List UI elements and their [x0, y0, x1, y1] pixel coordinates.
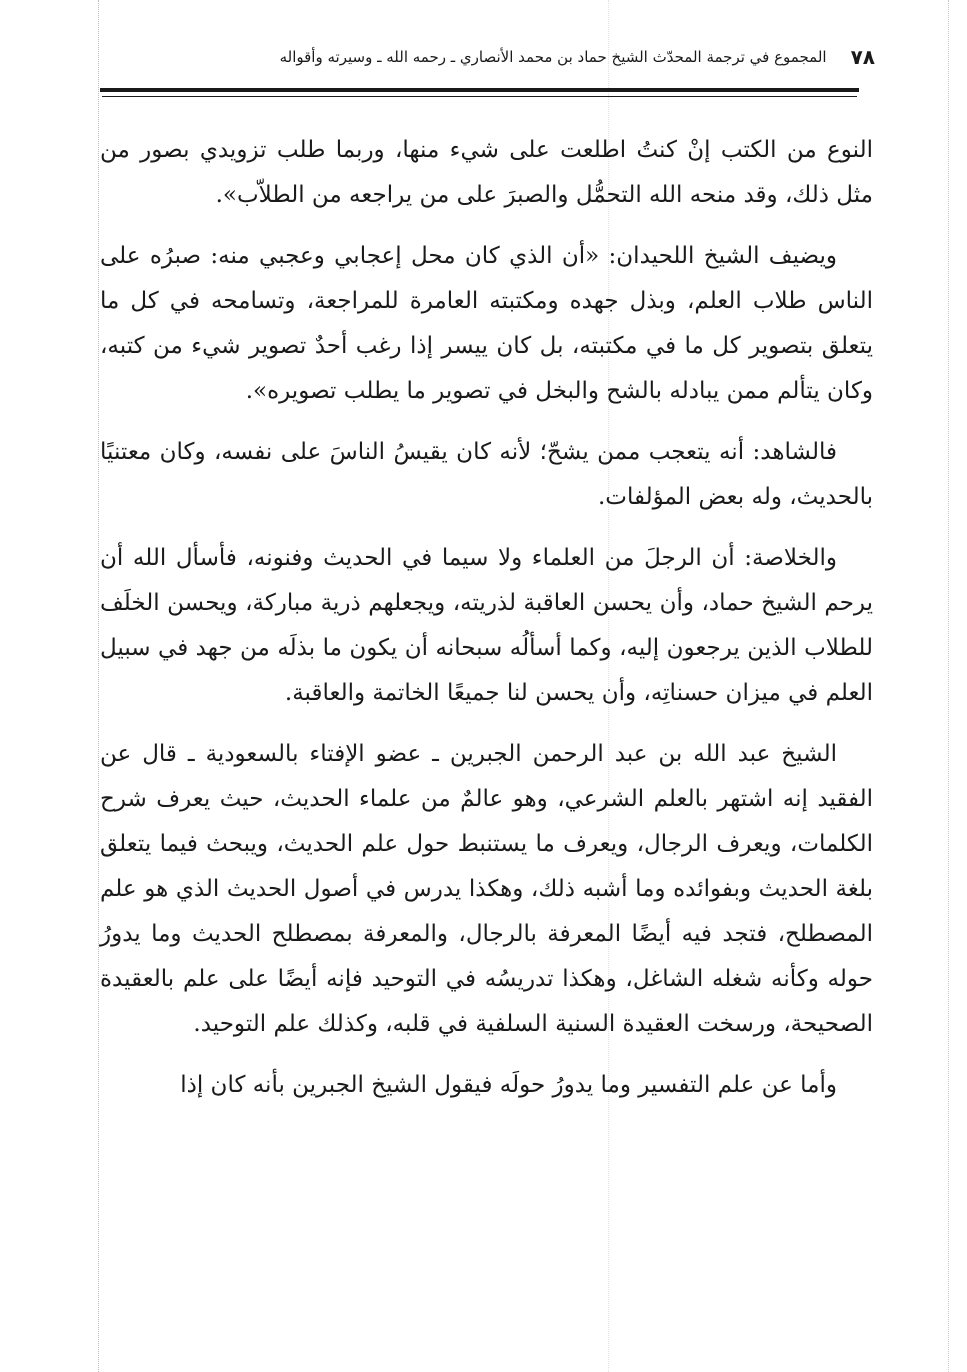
paragraph-jibreen: الشيخ عبد الله بن عبد الرحمن الجبرين ـ عضو الإفتاء بالسعودية ـ قال عن الفقيد إنه اشتهر بالعلم الشرعي، وهو عالمٌ من علماء الحديث، حيث يعرف شرح الكلمات، ويعرف الرجال، ويعرف ما يستنبط حول علم الحديث، ويبحث فيما يتعلق بلغة الحديث وبفوائده وما أشبه ذلك، وهكذا يدرس في أصول الحديث الذي هو علم المصطلح، فتجد فيه أيضًا المعرفة بالرجال، والمعرفة بمصطلح الحديث وما يدورُ حوله وكأنه شغله الشاغل، وهكذا تدريسُه في التوحيد فإنه أيضًا على علم بالعقيدة الصحيحة، ورسخت العقيدة السنية السلفية في قلبه، وكذلك علم التوحيد. — [100, 741, 873, 1037]
paragraph-lihaidan-quote: ويضيف الشيخ اللحيدان: «أن الذي كان محل إعجابي وعجبي منه: صبرُه على الناس طلاب العلم، وبذل جهده ومكتبته العامرة للمراجعة، وتسامحه في كل ما يتعلق بتصوير كل ما في مكتبته، بل كان ييسر إذا رغب أحدٌ تصوير شيء من كتبه، وكان يتألم ممن يبادله بالشح والبخل في تصوير ما يطلب تصويره». — [100, 243, 873, 404]
paragraph-tafsir: وأما عن علم التفسير وما يدورُ حولَه فيقول الشيخ الجبرين بأنه كان إذا — [180, 1072, 837, 1098]
header-divider — [100, 88, 859, 92]
scan-artifact-line — [98, 0, 99, 1372]
paragraph-shahid: فالشاهد: أنه يتعجب ممن يشحّ؛ لأنه كان يقيسُ الناسَ على نفسه، وكان معتنيًا بالحديث، وله بعض المؤلفات. — [100, 439, 873, 510]
running-header — [200, 40, 875, 74]
page-number: ٧٨ — [850, 45, 875, 69]
running-header-title: المجموع في ترجمة المحدّث الشيخ حماد بن محمد الأنصاري ـ رحمه الله ـ وسيرته وأقواله — [279, 48, 827, 66]
header-divider-thin — [102, 96, 857, 97]
paragraph-continuation: النوع من الكتب إنْ كنتُ اطلعت على شيء منها، وربما طلب تزويدي بصور من مثل ذلك، وقد منحه الله التحمُّل والصبرَ على من يراجعه من الطلاّب». — [100, 137, 873, 208]
paragraph-conclusion: والخلاصة: أن الرجلَ من العلماء ولا سيما في الحديث وفنونه، فأسأل الله أن يرحم الشيخ حماد، وأن يحسن العاقبة لذريته، ويجعلهم ذرية مباركة، ويحسن الخلَف للطلاب الذين يرجعون إليه، وكما أسألُه سبحانه أن يكون ما بذلَه من جهد في سبيل العلم في ميزان حسناتِه، وأن يحسن لنا جميعًا الخاتمة والعاقبة. — [100, 545, 873, 706]
scan-artifact-line — [948, 0, 949, 1372]
body-text — [100, 128, 873, 1124]
